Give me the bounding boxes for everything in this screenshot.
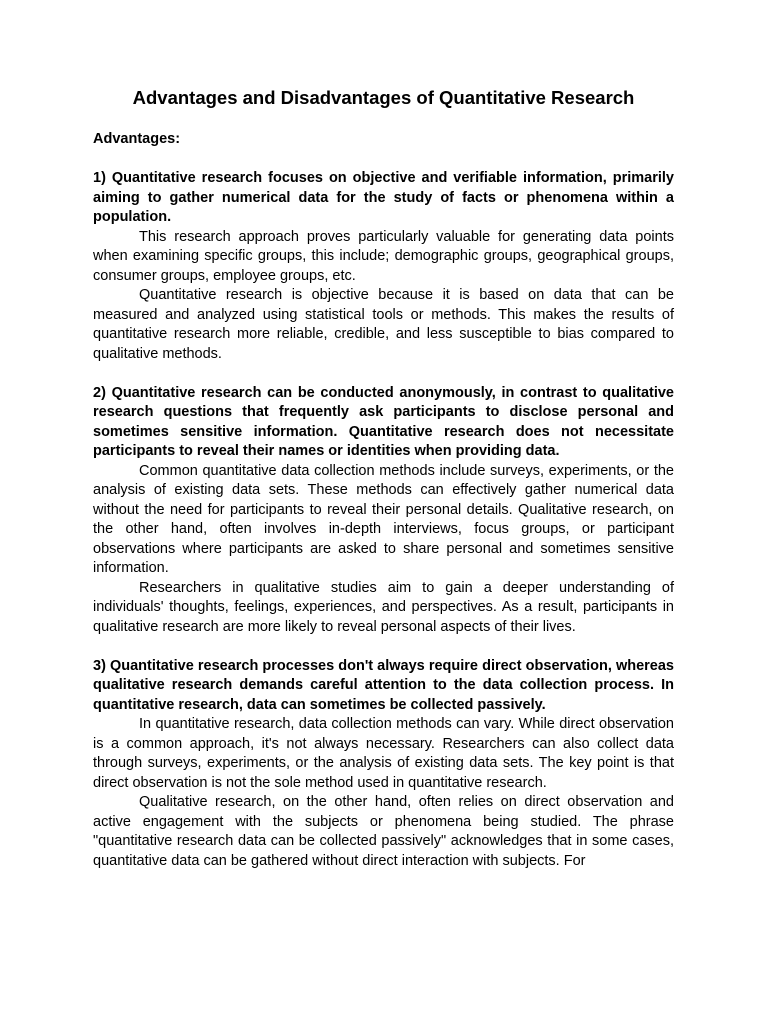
paragraph: Researchers in qualitative studies aim to gain a deeper understanding of individuals' thoughts, feelings, experiences, and perspectives. As a result, participants in qualitative research are more likely to reveal personal aspects of their lives. <box>93 579 674 635</box>
paragraph: Quantitative research is objective because it is based on data that can be measured and analyzed using statistical tools or methods. This makes the results of quantitative research more reliable, credible, and less susceptible to bias compared to qualitative methods. <box>93 287 674 362</box>
paragraph: In quantitative research, data collection methods can vary. While direct observation is a common approach, it's not always necessary. Researchers can also collect data through surveys, experiments, or the analysis of existing data sets. The key point is that direct observation is not the sole method used in quantitative research. <box>93 716 674 791</box>
advantage-point-1 <box>93 169 674 364</box>
point-heading: 2) Quantitative research can be conducted anonymously, in contrast to qualitative research questions that frequently ask participants to disclose personal and sometimes sensitive information. Quantitative research does not necessitate participants to reveal their names or identities when providing data. <box>93 384 674 459</box>
advantage-point-2 <box>93 384 674 638</box>
document-page <box>93 86 674 891</box>
point-heading: 3) Quantitative research processes don't always require direct observation, whereas qualitative research demands careful attention to the data collection process. In quantitative research, data can sometimes be collected passively. <box>93 657 674 713</box>
paragraph: Common quantitative data collection methods include surveys, experiments, or the analysis of existing data sets. These methods can effectively gather numerical data without the need for participants to reveal their personal details. Qualitative research, on the other hand, often involves in-depth interviews, focus groups, or participant observations where participants are asked to share personal and sometimes sensitive information. <box>93 462 674 576</box>
document-title: Advantages and Disadvantages of Quantitative Research <box>132 87 635 108</box>
point-heading: 1) Quantitative research focuses on objective and verifiable information, primarily aiming to gather numerical data for the study of facts or phenomena within a population. <box>93 170 674 225</box>
advantages-heading: Advantages: <box>93 131 181 147</box>
paragraph: Qualitative research, on the other hand, often relies on direct observation and active engagement with the subjects or phenomena being studied. The phrase "quantitative research data can be collected passively" acknowledges that in some cases, quantitative data can be gathered without direct interaction with subjects. For <box>93 794 674 869</box>
paragraph: This research approach proves particularly valuable for generating data points when examining specific groups, this include; demographic groups, geographical groups, consumer groups, employee groups, etc. <box>93 228 674 284</box>
advantage-point-3 <box>93 657 674 872</box>
